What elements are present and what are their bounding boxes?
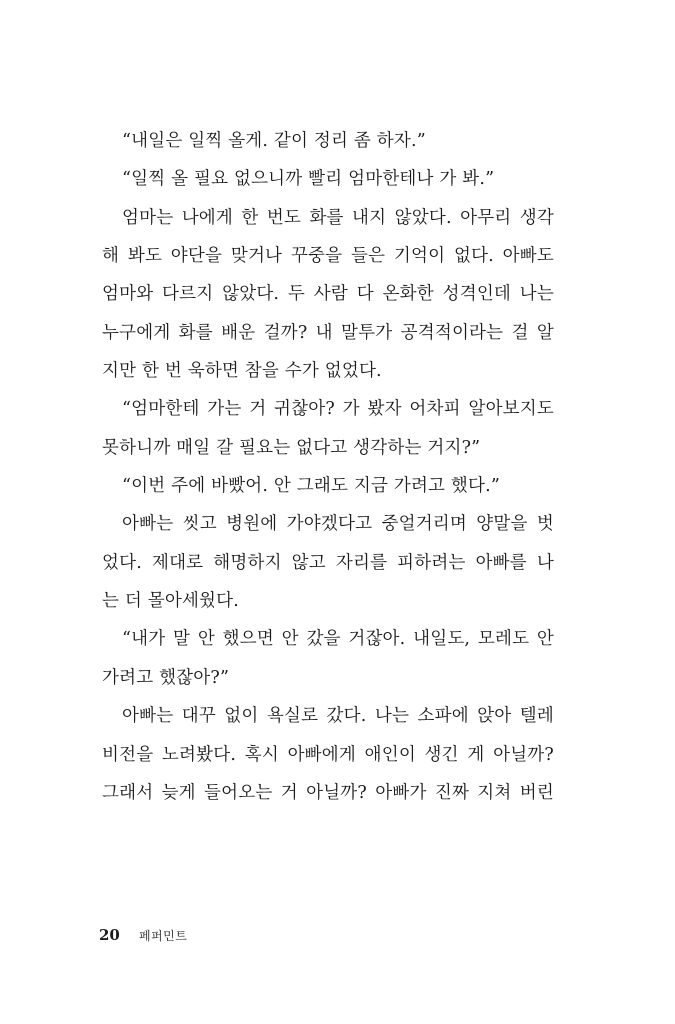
text-line: “엄마한테 가는 거 귀찮아? 가 봤자 어차피 알아보지도	[122, 399, 554, 420]
text-line: “내일은 일찍 올게. 같이 정리 좀 하자.”	[122, 131, 426, 151]
text-line: 지만 한 번 욱하면 참을 수가 없었다.	[102, 361, 382, 382]
page-number: 20	[99, 926, 120, 944]
text-line: “내가 말 안 했으면 안 갔을 거잖아. 내일도, 모레도 안	[122, 629, 554, 650]
text-line: 그래서 늦게 들어오는 거 아닐까? 아빠가 진짜 지쳐 버린	[102, 782, 554, 803]
text-line: 아빠는 대꾸 없이 욕실로 갔다. 나는 소파에 앉아 텔레	[122, 706, 554, 727]
body-text	[102, 122, 554, 812]
text-line: “일찍 올 필요 없으니까 빨리 엄마한테나 가 봐.”	[122, 169, 495, 190]
text-line: 비전을 노려봤다. 혹시 아빠에게 애인이 생긴 게 아닐까?	[102, 744, 554, 765]
text-line: 가려고 했잖아?”	[102, 667, 230, 688]
text-line: 는 더 몰아세웠다.	[102, 591, 240, 612]
text-line: 누구에게 화를 배운 걸까? 내 말투가 공격적이라는 걸 알	[102, 322, 554, 343]
text-line: 엄마는 나에게 한 번도 화를 내지 않았다. 아무리 생각	[122, 207, 554, 228]
text-line: 못하니까 매일 갈 필요는 없다고 생각하는 거지?”	[102, 437, 481, 458]
page-footer	[99, 925, 187, 944]
book-title: 페퍼민트	[138, 929, 188, 943]
text-line: 엄마와 다르지 않았다. 두 사람 다 온화한 성격인데 나는	[102, 284, 554, 305]
text-line: 해 봐도 야단을 맞거나 꾸중을 들은 기억이 없다. 아빠도	[102, 246, 554, 267]
text-line: “이번 주에 바빴어. 안 그래도 지금 가려고 했다.”	[122, 476, 501, 497]
text-line: 아빠는 씻고 병원에 가야겠다고 중얼거리며 양말을 벗	[122, 514, 554, 535]
text-line: 었다. 제대로 해명하지 않고 자리를 피하려는 아빠를 나	[102, 552, 554, 573]
